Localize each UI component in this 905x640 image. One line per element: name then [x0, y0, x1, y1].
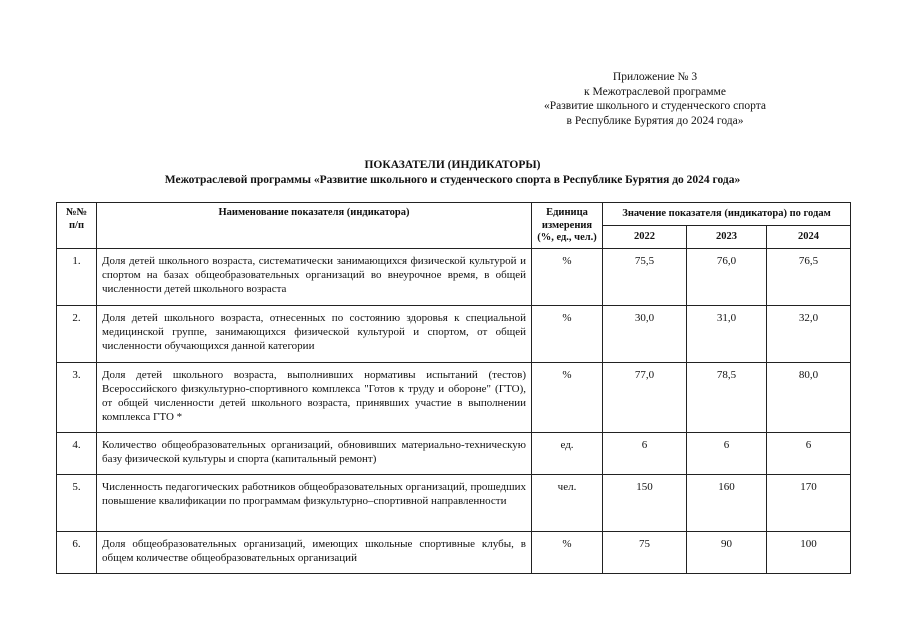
indicator-unit: %: [532, 306, 603, 363]
table-row: [57, 249, 851, 306]
appendix-note: [470, 70, 840, 128]
header-values-by-year: Значение показателя (индикатора) по годам: [603, 203, 851, 226]
row-number: 1.: [57, 249, 97, 306]
indicator-unit: %: [532, 532, 603, 574]
document-title: [0, 158, 905, 187]
value-2024: 6: [767, 433, 851, 475]
title-sub: Межотраслевой программы «Развитие школьного и студенческого спорта в Республике Бурятия до 2024 года»: [164, 173, 741, 186]
title-main: ПОКАЗАТЕЛИ (ИНДИКАТОРЫ): [364, 159, 541, 171]
header-unit-line-2: измерения: [541, 219, 593, 231]
indicator-unit: ед.: [532, 433, 603, 475]
value-2022: 75,5: [603, 249, 687, 306]
table-row: [57, 433, 851, 475]
header-year-2022: 2022: [603, 226, 687, 249]
value-2024: 80,0: [767, 363, 851, 433]
header-indicator-name: Наименование показателя (индикатора): [97, 203, 532, 249]
indicator-name: Доля детей школьного возраста, выполнивших нормативы испытаний (тестов) Всероссийского физкультурно-спортивного комплекса "Готов к труду и обороне" (ГТО), от общей численности детей школьного возраста, принявших участие в выполнении комплекса ГТО *: [97, 363, 532, 433]
value-2023: 78,5: [687, 363, 767, 433]
value-2022: 150: [603, 475, 687, 532]
indicator-unit: чел.: [532, 475, 603, 532]
indicator-name: Доля детей школьного возраста, отнесенных по состоянию здоровья к специальной медицинской группе, занимающихся физической культурой и спортом, от общей численности обучающихся данной категории: [97, 306, 532, 363]
header-unit-line-1: Единица: [546, 207, 588, 218]
indicator-name: Численность педагогических работников общеобразовательных организаций, прошедших повышение квалификации по программам физкультурно–спортивной направленности: [97, 475, 532, 532]
row-number: 5.: [57, 475, 97, 532]
header-unit: [532, 203, 603, 249]
value-2024: 100: [767, 532, 851, 574]
table-row: [57, 363, 851, 433]
table-row: [57, 475, 851, 532]
value-2023: 90: [687, 532, 767, 574]
header-row: [57, 203, 851, 226]
indicator-name: Количество общеобразовательных организаций, обновивших материально-техническую базу физической культуры и спорта (капитальный ремонт): [97, 433, 532, 475]
row-number: 6.: [57, 532, 97, 574]
appendix-line-4: в Республике Бурятия до 2024 года»: [566, 114, 744, 127]
indicator-name: Доля детей школьного возраста, систематически занимающихся физической культурой и спортом на базах общеобразовательных организаций во внеурочное время, в общей численности детей школьного возраста: [97, 249, 532, 306]
row-number: 3.: [57, 363, 97, 433]
value-2022: 30,0: [603, 306, 687, 363]
value-2023: 31,0: [687, 306, 767, 363]
header-year-2024: 2024: [767, 226, 851, 249]
header-number-line-2: п/п: [68, 219, 85, 231]
value-2022: 6: [603, 433, 687, 475]
table-row: [57, 306, 851, 363]
header-year-2023: 2023: [687, 226, 767, 249]
value-2024: 170: [767, 475, 851, 532]
value-2024: 32,0: [767, 306, 851, 363]
value-2023: 76,0: [687, 249, 767, 306]
appendix-line-1: Приложение № 3: [612, 71, 698, 83]
value-2024: 76,5: [767, 249, 851, 306]
value-2023: 160: [687, 475, 767, 532]
appendix-line-2: к Межотраслевой программе: [584, 85, 726, 98]
row-number: 4.: [57, 433, 97, 475]
header-unit-line-3: (%, ед., чел.): [537, 232, 597, 243]
value-2023: 6: [687, 433, 767, 475]
value-2022: 77,0: [603, 363, 687, 433]
value-2022: 75: [603, 532, 687, 574]
indicator-unit: %: [532, 249, 603, 306]
header-number-line-1: №№: [65, 207, 88, 218]
row-number: 2.: [57, 306, 97, 363]
indicator-name: Доля общеобразовательных организаций, имеющих школьные спортивные клубы, в общем количестве общеобразовательных организаций: [97, 532, 532, 574]
indicators-table: [56, 202, 851, 574]
table-row: [57, 532, 851, 574]
indicator-unit: %: [532, 363, 603, 433]
appendix-line-3: «Развитие школьного и студенческого спорта: [543, 100, 767, 112]
header-number: [57, 203, 97, 249]
